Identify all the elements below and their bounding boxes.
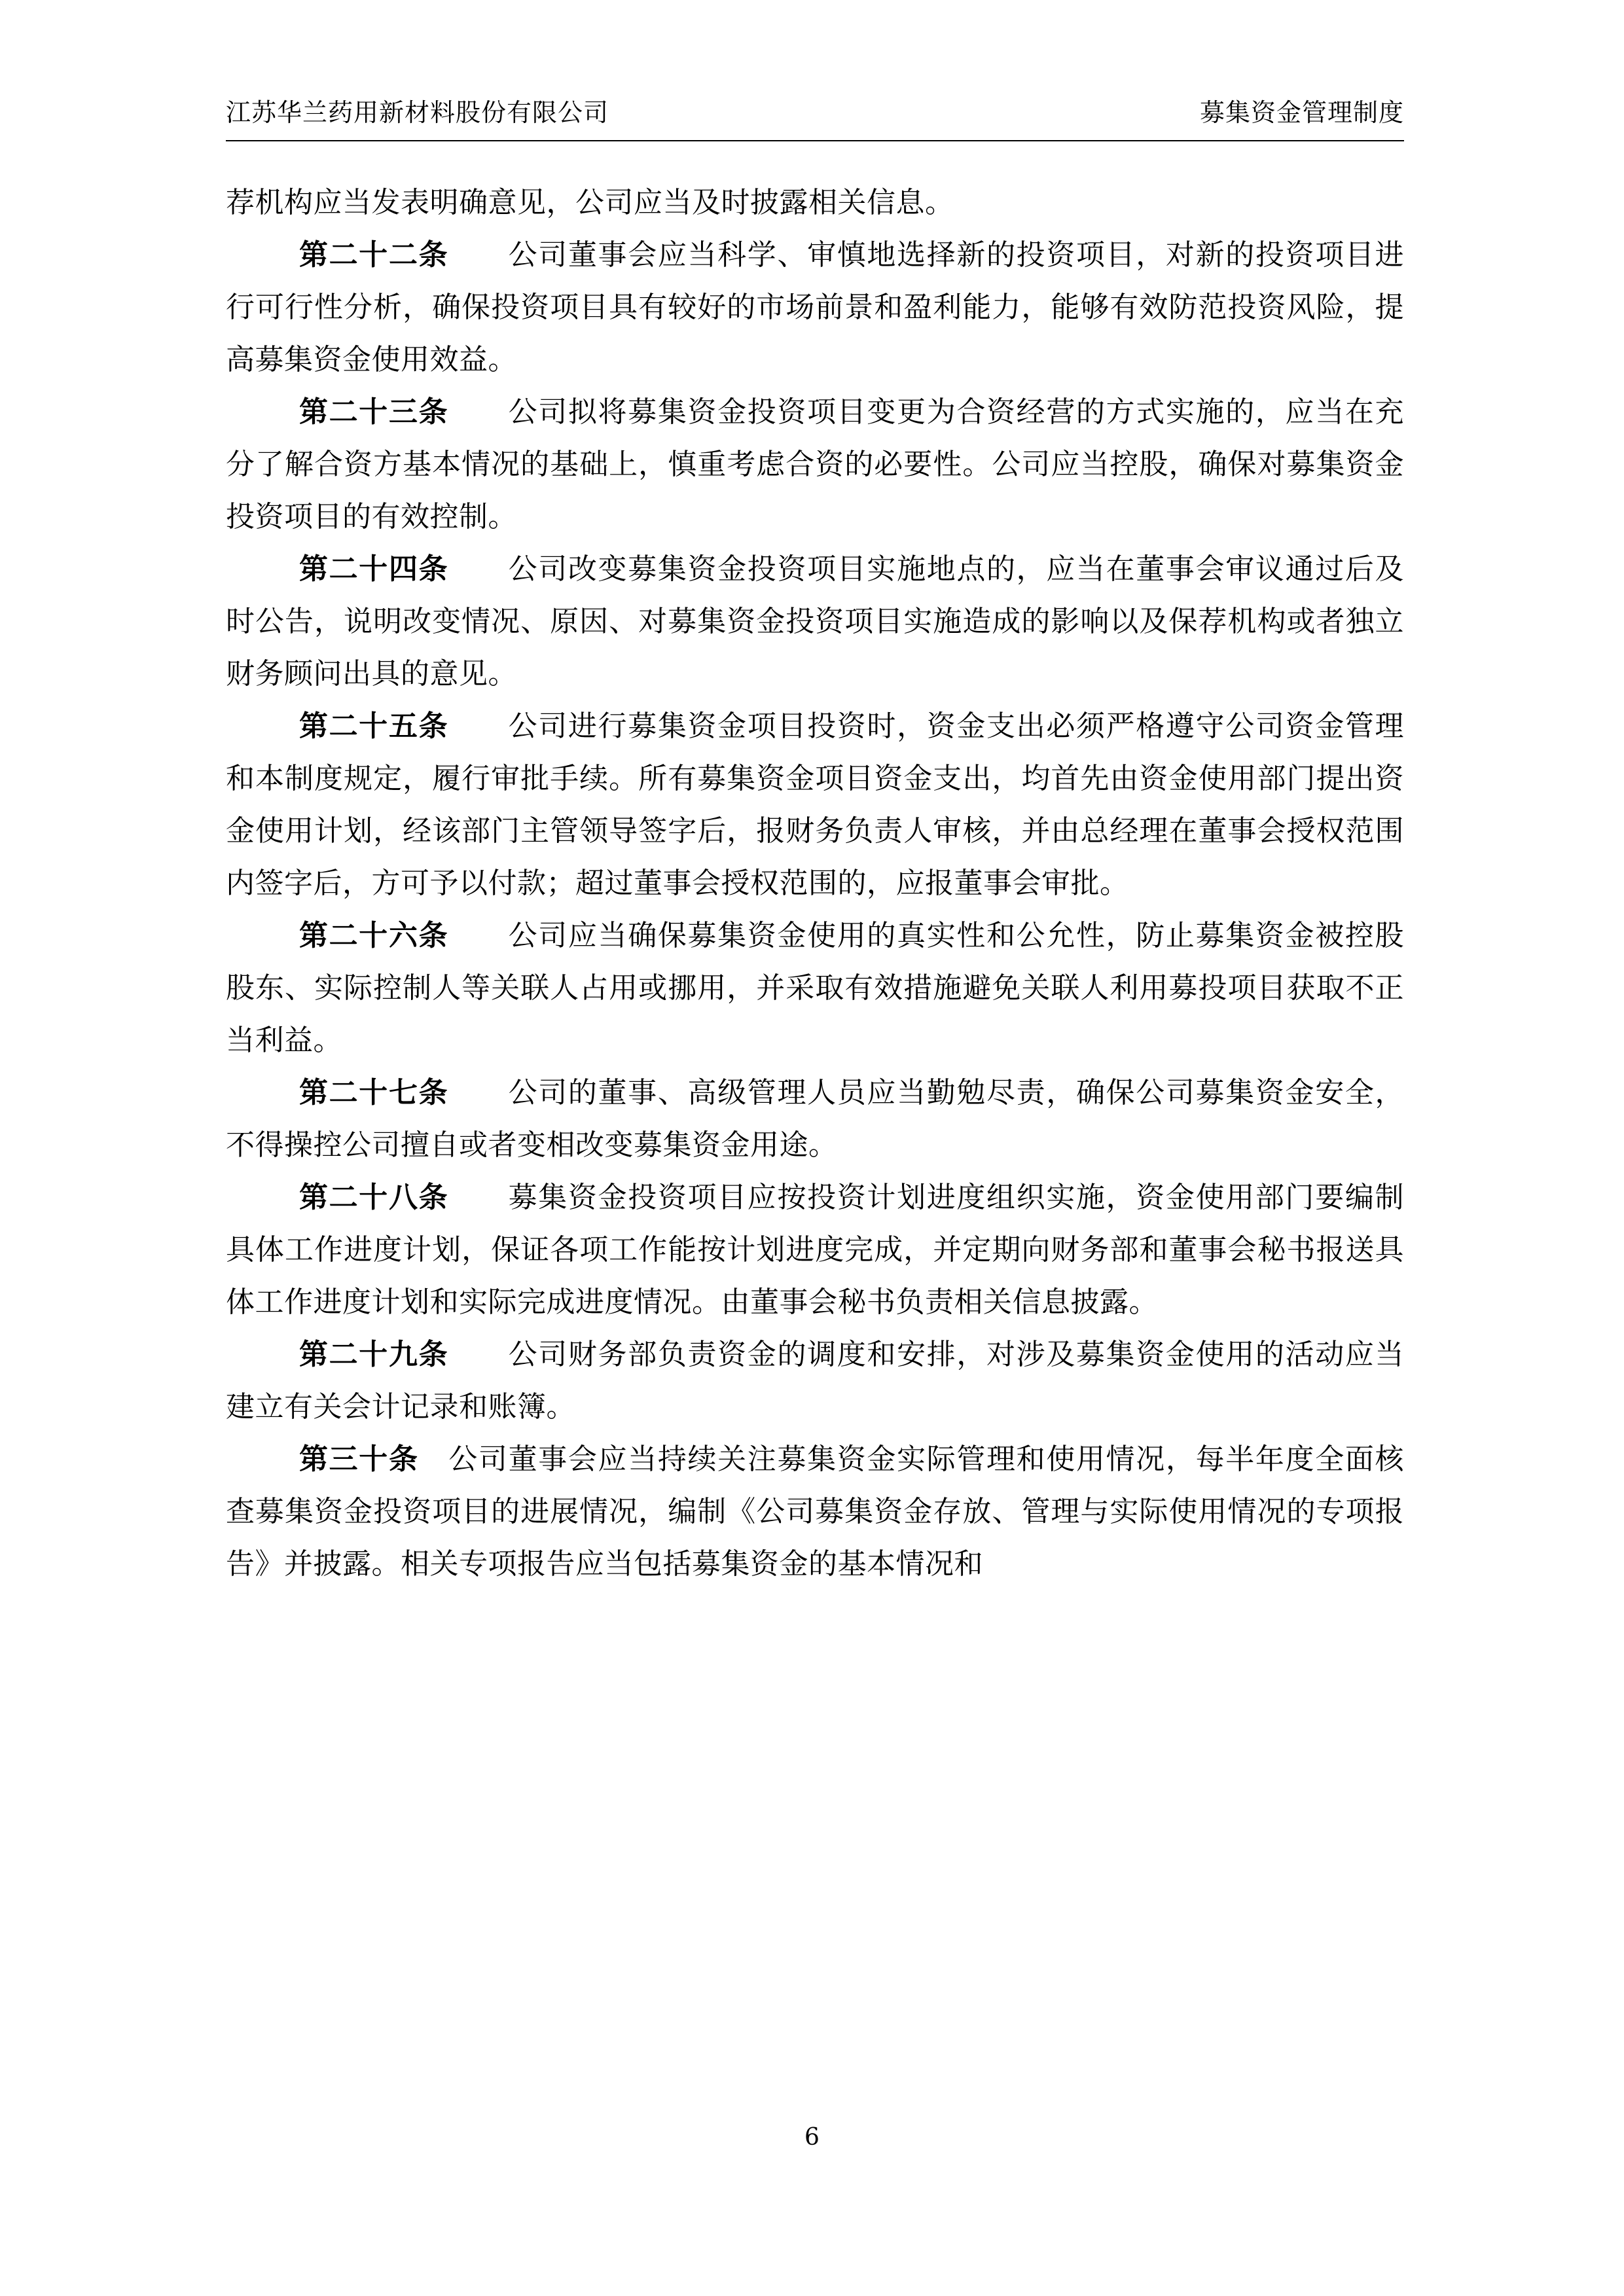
- article-27-spacer: [448, 1076, 508, 1109]
- article-23: [226, 386, 1404, 543]
- header-company-name: 江苏华兰药用新材料股份有限公司: [226, 98, 609, 127]
- page-footer: [0, 2124, 1624, 2151]
- article-24-spacer: [448, 552, 508, 586]
- article-22: [226, 229, 1404, 386]
- paragraph-continuation: 荐机构应当发表明确意见，公司应当及时披露相关信息。: [226, 186, 954, 219]
- article-26-text: 公司应当确保募集资金使用的真实性和公允性，防止募集资金被控股股东、实际控制人等关联人占用或挪用，并采取有效措施避免关联人利用募投项目获取不正当利益。: [226, 919, 1405, 1057]
- article-25-spacer: [448, 709, 508, 743]
- article-30: [226, 1433, 1404, 1590]
- article-24: [226, 543, 1404, 700]
- article-24-text: 公司改变募集资金投资项目实施地点的，应当在董事会审议通过后及时公告，说明改变情况、原因、对募集资金投资项目实施造成的影响以及保荐机构或者独立财务顾问出具的意见。: [226, 552, 1405, 691]
- article-22-text: 公司董事会应当科学、审慎地选择新的投资项目，对新的投资项目进行可行性分析，确保投资项目具有较好的市场前景和盈利能力，能够有效防范投资风险，提高募集资金使用效益。: [226, 238, 1405, 376]
- page-number: 6: [804, 2124, 820, 2151]
- article-30-label: 第三十条: [299, 1443, 419, 1476]
- article-27: [226, 1067, 1404, 1172]
- article-28: [226, 1172, 1404, 1329]
- article-28-spacer: [448, 1181, 508, 1214]
- page-header: [226, 98, 1404, 141]
- header-document-title: 募集资金管理制度: [1199, 98, 1404, 127]
- article-29-spacer: [448, 1338, 508, 1371]
- article-23-spacer: [448, 395, 508, 429]
- article-25-label: 第二十五条: [299, 709, 449, 743]
- article-29-text: 公司财务部负责资金的调度和安排，对涉及募集资金使用的活动应当建立有关会计记录和账簿。: [226, 1338, 1405, 1424]
- article-26-spacer: [448, 919, 508, 952]
- article-22-spacer: [448, 238, 508, 272]
- article-25: [226, 700, 1404, 910]
- document-body: [226, 177, 1404, 1590]
- article-26-label: 第二十六条: [299, 919, 449, 952]
- article-28-text: 募集资金投资项目应按投资计划进度组织实施，资金使用部门要编制具体工作进度计划，保证各项工作能按计划进度完成，并定期向财务部和董事会秘书报送具体工作进度计划和实际完成进度情况。由董事会秘书负责相关信息披露。: [226, 1181, 1405, 1319]
- article-30-spacer: [419, 1443, 449, 1476]
- article-30-text: 公司董事会应当持续关注募集资金实际管理和使用情况，每半年度全面核查募集资金投资项目的进展情况，编制《公司募集资金存放、管理与实际使用情况的专项报告》并披露。相关专项报告应当包括募集资金的基本情况和: [226, 1443, 1405, 1581]
- article-25-text: 公司进行募集资金项目投资时，资金支出必须严格遵守公司资金管理和本制度规定，履行审批手续。所有募集资金项目资金支出，均首先由资金使用部门提出资金使用计划，经该部门主管领导签字后，报财务负责人审核，并由总经理在董事会授权范围内签字后，方可予以付款；超过董事会授权范围的，应报董事会审批。: [226, 709, 1405, 900]
- article-29-label: 第二十九条: [299, 1338, 449, 1371]
- article-27-label: 第二十七条: [299, 1076, 449, 1109]
- article-23-text: 公司拟将募集资金投资项目变更为合资经营的方式实施的，应当在充分了解合资方基本情况的基础上，慎重考虑合资的必要性。公司应当控股，确保对募集资金投资项目的有效控制。: [226, 395, 1405, 533]
- article-29: [226, 1329, 1404, 1433]
- article-27-text: 公司的董事、高级管理人员应当勤勉尽责，确保公司募集资金安全，不得操控公司擅自或者变相改变募集资金用途。: [226, 1076, 1405, 1162]
- article-24-label: 第二十四条: [299, 552, 449, 586]
- article-26: [226, 910, 1404, 1067]
- article-28-label: 第二十八条: [299, 1181, 449, 1214]
- article-22-label: 第二十二条: [299, 238, 449, 272]
- article-23-label: 第二十三条: [299, 395, 449, 429]
